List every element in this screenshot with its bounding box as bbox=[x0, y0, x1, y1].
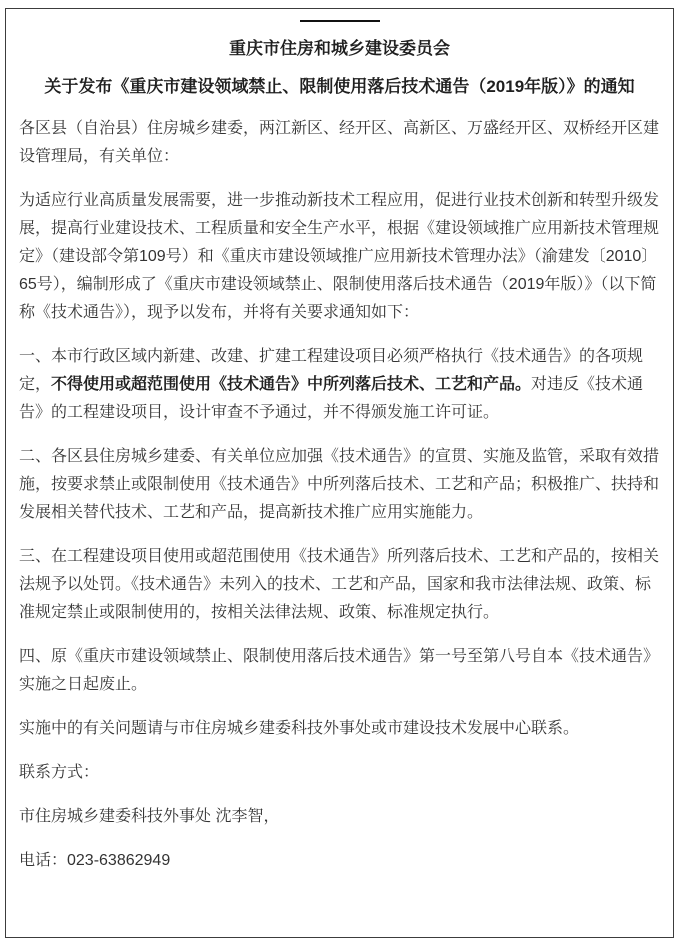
item-3-paragraph: 三、在工程建设项目使用或超范围使用《技术通告》所列落后技术、工艺和产品的，按相关法规予以处罚。《技术通告》未列入的技术、工艺和产品，国家和我市法律法规、政策、标准规定禁止或限制使用的，按相关法律法规、政策、标准规定执行。 bbox=[19, 548, 660, 621]
contact-label: 联系方式： bbox=[19, 764, 100, 781]
salutation-paragraph: 各区县（自治县）住房城乡建委，两江新区、经开区、高新区、万盛经开区、双桥经开区建设管理局，有关单位： bbox=[19, 120, 660, 165]
contact-person: 市住房城乡建委科技外事处 沈李智， bbox=[19, 808, 280, 825]
org-title: 重庆市住房和城乡建设委员会 bbox=[229, 39, 450, 58]
implementation-note-paragraph: 实施中的有关问题请与市住房城乡建委科技外事处或市建设技术发展中心联系。 bbox=[19, 720, 580, 737]
item-1-text-post: 对违反《技术通告》的工程建设项目，设计审查不予通过，并不得颁发施工许可证。 bbox=[19, 376, 644, 421]
item-4-paragraph: 四、原《重庆市建设领域禁止、限制使用落后技术通告》第一号至第八号自本《技术通告》实施之日起废止。 bbox=[19, 648, 660, 693]
intro-paragraph: 为适应行业高质量发展需要，进一步推动新技术工程应用，促进行业技术创新和转型升级发展，提高行业建设技术、工程质量和安全生产水平，根据《建设领域推广应用新技术管理规定》（建设部令第109号）和《重庆市建设领域推广应用新技术管理办法》（渝建发〔2010〕65号），编制形成了《重庆市建设领域禁止、限制使用落后技术通告（2019年版）》（以下简称《技术通告》），现予以发布，并将有关要求通知如下： bbox=[19, 192, 660, 321]
item-1-paragraph bbox=[19, 343, 660, 427]
contact-phone: 电话：023-63862949 bbox=[19, 852, 171, 869]
item-1-text-pre: 一、本市行政区域内新建、改建、扩建工程建设项目必须严格执行《技术通告》的各项规定， bbox=[19, 348, 644, 393]
item-1-text-bold: 不得使用或超范围使用《技术通告》中所列落后技术、工艺和产品。 bbox=[51, 376, 532, 393]
item-2-paragraph: 二、各区县住房城乡建委、有关单位应加强《技术通告》的宣贯、实施及监管，采取有效措施，按要求禁止或限制使用《技术通告》中所列落后技术、工艺和产品；积极推广、扶持和发展相关替代技术、工艺和产品，提高新技术推广应用实施能力。 bbox=[19, 448, 660, 521]
document-frame bbox=[5, 8, 674, 938]
doc-title: 关于发布《重庆市建设领域禁止、限制使用落后技术通告（2019年版）》的通知 bbox=[44, 77, 635, 96]
top-divider-rule bbox=[300, 20, 380, 22]
